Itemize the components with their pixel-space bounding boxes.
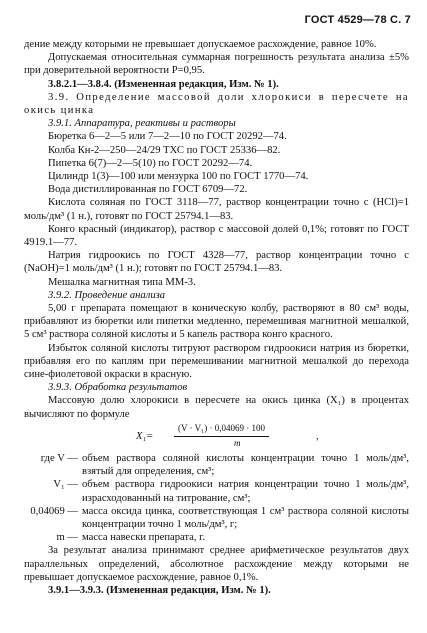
- paragraph: Массовую долю хлорокиси в пересчете на окись цинка (X₁) в процентах вычисляют по формуле: [24, 395, 409, 420]
- page-header: ГОСТ 4529—78 С. 7: [304, 14, 411, 26]
- definition-text: объем раствора гидроокиси натрия концентрации точно 1 моль/дм³, израсходованный на титрование, см³;: [82, 479, 409, 504]
- list-item: Пипетка 6(7)—2—5(10) по ГОСТ 20292—74.: [48, 157, 253, 169]
- paragraph: Избыток соляной кислоты титруют раствором гидроокиси натрия из бюретки, прибавляя его по каплям при перемешивании магнитной мешалкой до перехода сине-фиолетовой окраски в красную.: [24, 342, 409, 381]
- subsection-heading: 3.9.1. Аппаратура, реактивы и растворы: [48, 118, 236, 130]
- definition-row: [24, 505, 409, 531]
- formula-comma: ,: [316, 430, 319, 442]
- definition-row: [24, 478, 409, 504]
- formula-denominator: m: [234, 437, 241, 448]
- definition-term: m —: [56, 532, 78, 544]
- definition-row: [24, 452, 409, 478]
- subsection-heading: 3.9.3. Обработка результатов: [48, 382, 188, 394]
- list-item: Мешалка магнитная типа ММ-3.: [48, 276, 196, 288]
- paragraph: За результат анализа принимают среднее арифметическое результатов двух параллельных определений, абсолютное расхождение между которыми не превышает допускаемое расхождение, равное 0,1%.: [24, 545, 409, 583]
- paragraph: Допускаемая относительная суммарная погрешность результата анализа ±5% при доверительной вероятности P=0,95.: [24, 52, 409, 77]
- paragraph: Натрия гидроокись по ГОСТ 4328—77, раствор концентрации точно с (NaOH)=1 моль/дм³ (1 н.); готовят по ГОСТ 25794.1—83.: [24, 250, 409, 275]
- definition-text: объем раствора соляной кислоты концентрации точно 1 моль/дм³, взятый для определения, см³;: [82, 452, 409, 478]
- paragraph: дение между которыми не превышает допускаемое расхождение, равное 10%.: [24, 39, 377, 50]
- definition-term: где V —: [40, 452, 78, 464]
- list-item: Колба Кн-2—250—24/29 ТХС по ГОСТ 25336—82.: [48, 144, 281, 156]
- amendment-note: 3.9.1—3.9.3. (Измененная редакция, Изм. № 1).: [48, 584, 271, 596]
- list-item: Вода дистиллированная по ГОСТ 6709—72.: [48, 184, 248, 196]
- definition-term: 0,04069 —: [30, 505, 78, 517]
- definition-row: [24, 531, 409, 544]
- formula-numerator: (V · V₁) · 0,04069 · 100: [174, 422, 269, 437]
- formula: [24, 422, 409, 452]
- definition-text: масса оксида цинка, соответствующая 1 см³ раствора соляной кислоты концентрации точно 1 моль/дм³, г;: [82, 505, 409, 530]
- definition-term: V₁ —: [53, 479, 78, 491]
- amendment-note: 3.8.2.1—3.8.4. (Измененная редакция, Изм. № 1).: [48, 78, 279, 90]
- paragraph: 5,00 г препарата помещают в коническую колбу, растворяют в 80 см³ воды, прибавляют из бюретки или пипетки медленно, перемешивая магнитной мешалкой, 5 см³ раствора соляной кислоты и 5 капель раствора конго красного.: [24, 303, 409, 341]
- definition-text: масса навески препарата, г.: [82, 532, 205, 544]
- list-item: Бюретка 6—2—5 или 7—2—10 по ГОСТ 20292—74.: [48, 131, 287, 143]
- paragraph: Конго красный (индикатор), раствор с массовой долей 0,1%; готовят по ГОСТ 4919.1—77.: [24, 223, 409, 249]
- section-heading: 3.9. Определение массовой доли хлорокиси в пересчете на окись цинка: [24, 91, 409, 117]
- formula-lhs: X₁=: [136, 430, 154, 442]
- document-body: [24, 38, 409, 597]
- paragraph: Кислота соляная по ГОСТ 3118—77, раствор концентрации точно с (HCl)=1 моль/дм³ (1 н.), готовят по ГОСТ 25794.1—83.: [24, 197, 409, 222]
- list-item: Цилиндр 1(3)—100 или мензурка 100 по ГОСТ 1770—74.: [48, 171, 309, 183]
- subsection-heading: 3.9.2. Проведение анализа: [48, 289, 166, 301]
